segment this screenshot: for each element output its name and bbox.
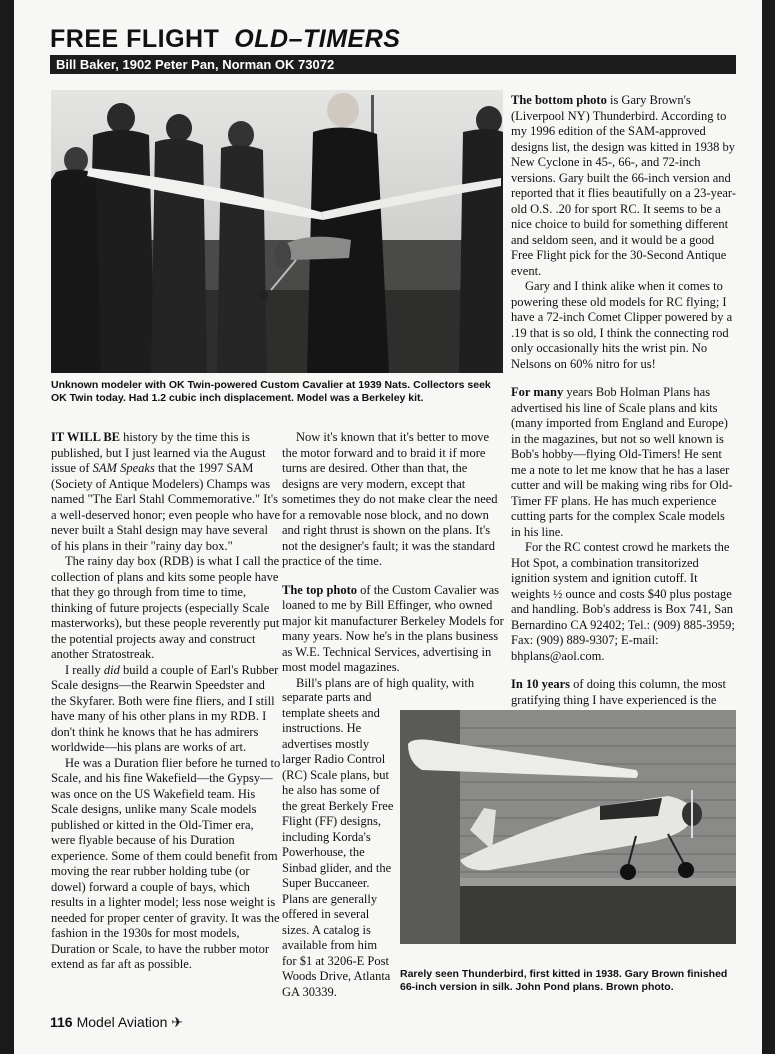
top-photo-caption: Unknown modeler with OK Twin-powered Custom Cavalier at 1939 Nats. Collectors seek OK Twin today. Had 1.2 cubic inch displacement. Model was a Berkeley kit. — [51, 379, 491, 404]
text-run: I really — [65, 662, 104, 677]
magazine-page — [14, 0, 762, 1054]
column-3 — [511, 93, 736, 724]
paragraph: The rainy day box (RDB) is what I call the collection of plans and kits some people have that they go through from time to time, thinking of future projects (especially Scale masterworks), but these people reverently put the potential projects away and construct another Stratostreak. — [51, 554, 280, 661]
text-run: of the Custom Cavalier was loaned to me by Bill Effinger, who owned major kit manufacturer Berkeley Models for many years. Now he's in the plans business as W.E. Technical Services, advertising in most model magazines. — [282, 582, 504, 674]
page-number: 116 — [50, 1014, 73, 1030]
bottom-photo-caption: Rarely seen Thunderbird, first kitted in 1938. Gary Brown finished 66-inch version in silk. John Pond plans. Brown photo. — [400, 968, 728, 993]
lead-in: IT WILL BE — [51, 430, 121, 444]
paragraph — [511, 385, 736, 540]
bottom-photo — [400, 710, 736, 944]
bottom-photo-image — [400, 710, 736, 944]
publication-name: SAM Speaks — [92, 461, 155, 475]
title-main: FREE FLIGHT — [50, 25, 220, 53]
top-photo — [51, 90, 503, 373]
text-run: that the 1997 SAM (Society of Antique Modelers) Champs was named "The Earl Stahl Commemorative." It's a well-deserved honor; even people who have never built a Stahl design may have several of his plans in their "rainy day box." — [51, 461, 281, 553]
column-2-continued — [282, 690, 394, 1000]
paragraph: Bill's plans are of high quality, with — [296, 675, 475, 690]
lead-in: The top photo — [282, 582, 358, 597]
paragraph — [51, 430, 281, 554]
text-run: is Gary Brown's (Liverpool NY) Thunderbird. According to my 1996 edition of the SAM-approved designs list, the design was kitted in 1938 by New Cyclone in 45-, 66-, and 72-inch versions. Gary built the 66-inch version and reported that it flies beautifully on a 23-year-old O.S. .20 for sport RC. It seems to be a nice choice to build for something different and seldom seen, and it would be a good Free Flight pick for the 30-Second Antique event. — [511, 93, 737, 278]
magazine-name: Model Aviation — [76, 1014, 168, 1030]
paragraph: Gary and I think alike when it comes to powering these old models for RC flying; I have a 72-inch Comet Clipper powered by a .19 that is so old, I think the connecting rod only occasionally hits the wrist pin. No Nelsons on 60% nitro for us! — [511, 279, 733, 371]
page-title — [50, 24, 400, 54]
paragraph — [282, 583, 504, 676]
page-footer — [50, 1014, 183, 1031]
paragraph: Now it's known that it's better to move the motor forward and to braid it if more turns are desired. Other than that, the designs are very modern, except that sometimes they do not make clear the need for a removable nose block, and no down and right thrust is shown on the plans. It's not the designer's fault; it was the standard practice of the time. — [282, 430, 498, 568]
text-run: history by the time this is published, but I just learned via the August issue of — [51, 430, 266, 475]
airplane-icon: ✈ — [171, 1014, 184, 1030]
text-run: build a couple of Earl's Rubber Scale designs—the Rearwin Speedster and the Skyfarer. Both were fine fliers, and I still have many of his other plans in my RDB. I don't think he knows that he has admirers worldwide—his plans are works of art. — [51, 662, 279, 754]
text-run: years Bob Holman Plans has advertised his line of Scale plans and kits (many imported from England and Europe) in the magazines, but not so well known is Bob's hobby—flying Old-Timers! He sent me a note to let me know that he has a laser cutter and will be making wing ribs for Old-Timer FF plans. He has much experience cutting parts for the complex Scale models in his line. — [511, 385, 733, 539]
paragraph — [511, 93, 736, 279]
lead-in: For many — [511, 385, 564, 399]
title-italic: OLD–TIMERS — [234, 25, 401, 53]
column-2 — [282, 430, 504, 691]
lead-in: The bottom photo — [511, 93, 607, 107]
author-byline: Bill Baker, 1902 Peter Pan, Norman OK 73072 — [50, 55, 736, 74]
paragraph-continued: separate parts and template sheets and instructions. He advertises mostly larger Radio Control (RC) Scale plans, but he also has some of the great Berkely Free Flight (FF) designs, including Korda's Powerhouse, the Sinbad glider, and the Super Buccaneer. Plans are generally offered in several sizes. A catalog is available from him for $1 at 3206-E Post Woods Drive, Atlanta GA 30339. — [282, 690, 394, 999]
emphasis: did — [103, 662, 120, 677]
top-photo-image — [51, 90, 503, 373]
paragraph — [51, 663, 281, 756]
paragraph: For the RC contest crowd he markets the Hot Spot, a combination transitorized ignition system and ignition cutoff. It weights ½ ounce and costs $40 plus postage and handling. Bob's address is Box 741, San Bernardino CA 92402; Tel.: (909) 885-3959; Fax: (909) 889-9307; E-mail: bhplans@aol.com. — [511, 540, 735, 663]
lead-in: In 10 years — [511, 677, 571, 691]
column-1 — [51, 430, 281, 973]
text-run: of doing this column, the most gratifying thing I have experienced is the — [511, 677, 726, 707]
paragraph: He was a Duration flier before he turned to Scale, and his fine Wakefield—the Gypsy—was once on the US Wakefield team. His Scale designs, unlike many Scale models published or kitted in the Old-Timer era, were flyable because of his Duration experience. Some of them could benefit from moving the rear rubber holding tube (or dowel) forward a couple of bays, which results in a lighter model; less nose weight is needed for proper center of gravity. It was the fashion in the 1930s for most models, Duration or Scale, to have the rubber motor extend as far aft as possible. — [51, 755, 281, 971]
